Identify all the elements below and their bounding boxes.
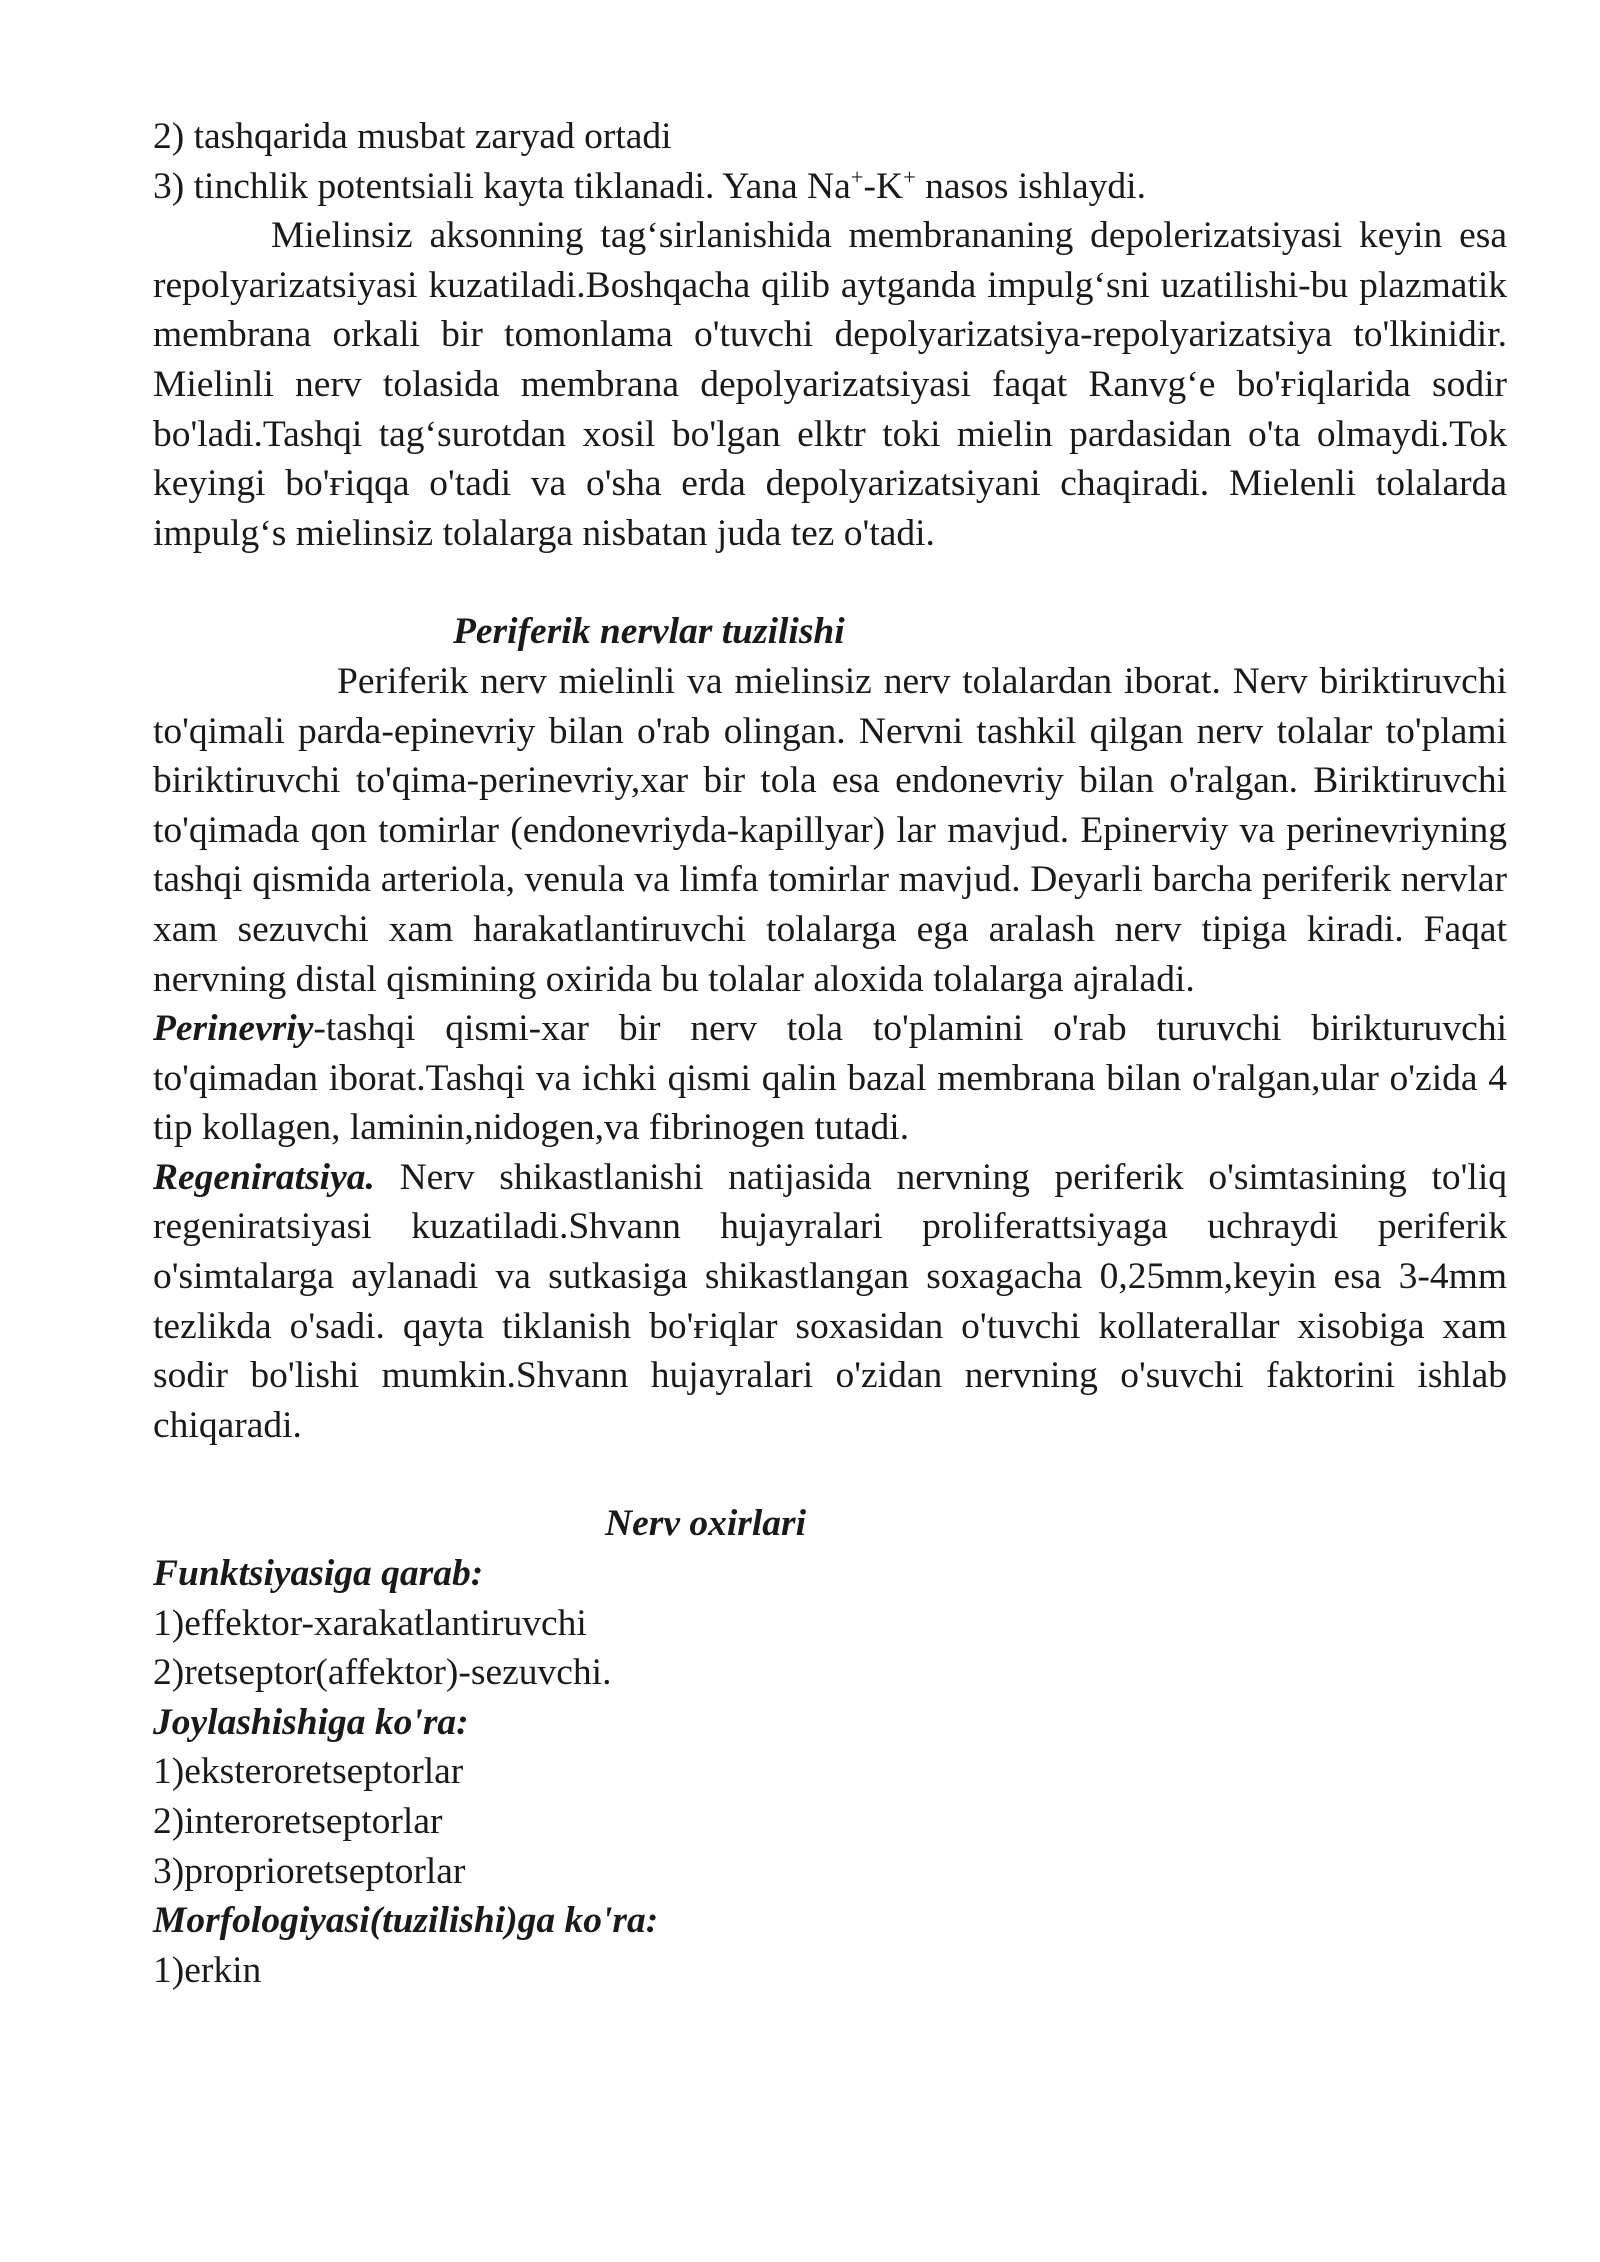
list-item: 2)interoretseptorlar (153, 1801, 443, 1842)
paragraph-perinevriy (153, 1004, 1507, 1153)
list-line-3 (153, 162, 1507, 212)
na-superscript: + (850, 164, 864, 190)
heading-periferik: Periferik nervlar tuzilishi (453, 611, 845, 653)
regeneratsiya-text: Nerv shikastlanishi natijasida nervning periferik o'simtasining to'liq regeniratsiyasi kuzatiladi.Shvann hujayralari proliferattsiyaga uchraydi periferik o'simtalarga aylanadi va sutkasiga shikastlangan soxagacha 0,25mm,keyin esa 3-4mm tezlikda o'sadi. qayta tiklanish bo'ғiqlar soxasidan o'tuvchi kollaterallar xisobiga xam sodir bo'lishi mumkin.Shvann hujayralari o'zidan nervning o'suvchi faktorini ishlab chiqaradi. (153, 1156, 1507, 1446)
heading-nerv-oxirlari: Nerv oxirlari (605, 1503, 807, 1545)
paragraph-regeneratsiya (153, 1153, 1507, 1451)
term-perinevriy: Perinevriy (153, 1008, 314, 1050)
term-regeneratsiya: Regeniratsiya. (153, 1156, 375, 1198)
list-line-2: 2) tashqarida musbat zaryad ortadi (153, 116, 672, 157)
paragraph-periferik: Periferik nerv mielinli va mielinsiz nerv tolalardan iborat. Nerv biriktiruvchi to'qimali parda-epinevriy bilan o'rab olingan. Nervni tashkil qilgan nerv tolalar to'plami biriktiruvchi to'qima-perinevriy,xar bir tola esa endonevriy bilan o'ralgan. Biriktiruvchi to'qimada qon tomirlar (endonevriyda-kapillyar) lar mavjud. Epinerviy va perinevriyning tashqi qismida arteriola, venula va limfa tomirlar mavjud. Deyarli barcha periferik nervlar xam sezuvchi xam harakatlantiruvchi tolalarga ega aralash nerv tipiga kiradi. Faqat nervning distal qismining oxirida bu tolalar aloxida tolalarga ajraladi. (153, 660, 1507, 1000)
list-item: 3)proprioretseptorlar (153, 1850, 466, 1892)
line3-before: 3) tinchlik potentsiali kayta tiklanadi. Yana Na (153, 165, 851, 207)
line3-after: nasos ishlaydi. (915, 165, 1146, 207)
list-item: 1)eksteroretseptorlar (153, 1751, 464, 1793)
perinevriy-text: -tashqi qismi-xar bir nerv tola to'plamini o'rab turuvchi birikturuvchi to'qimadan iborat.Tashqi va ichki qismi qalin bazal membrana bilan o'ralgan,ular o'zida 4 tip kollagen, laminin,nidogen,va fibrinogen tutadi. (153, 1008, 1507, 1149)
list-item: 1)erkin (153, 1949, 262, 1991)
list-item: 2)retseptor(affektor)-sezuvchi. (153, 1652, 612, 1694)
paragraph-mielinsiz: Mielinsiz aksonning tag‘sirlanishida membrananing depolerizatsiyasi keyin esa repolyarizatsiyasi kuzatiladi.Boshqacha qilib aytganda impulg‘sni uzatilishi-bu plazmatik membrana orkali bir tomonlama o'tuvchi depolyarizatsiya-repolyarizatsiya to'lkinidir. Mielinli nerv tolasida membrana depolyarizatsiyasi faqat Ranvg‘e bo'ғiqlarida sodir bo'ladi.Tashqi tag‘surotdan xosil bo'lgan elktr toki mielin pardasidan o'ta olmaydi.Tok keyingi bo'ғiqqa o'tadi va o'sha erda depolyarizatsiyani chaqiradi. Mielenli tolalarda impulg‘s mielinsiz tolalarga nisbatan juda tez o'tadi. (153, 215, 1507, 554)
k-superscript: + (903, 164, 916, 190)
section-title-morfologiya: Morfologiyasi(tuzilishi)ga ko'ra: (153, 1900, 659, 1942)
section-title-joylashish: Joylashishiga ko'ra: (153, 1701, 469, 1743)
line3-mid: -K (863, 165, 904, 207)
section-title-funktsiya: Funktsiyasiga qarab: (153, 1553, 484, 1595)
list-item: 1)effektor-xarakatlantiruvchi (153, 1602, 587, 1644)
